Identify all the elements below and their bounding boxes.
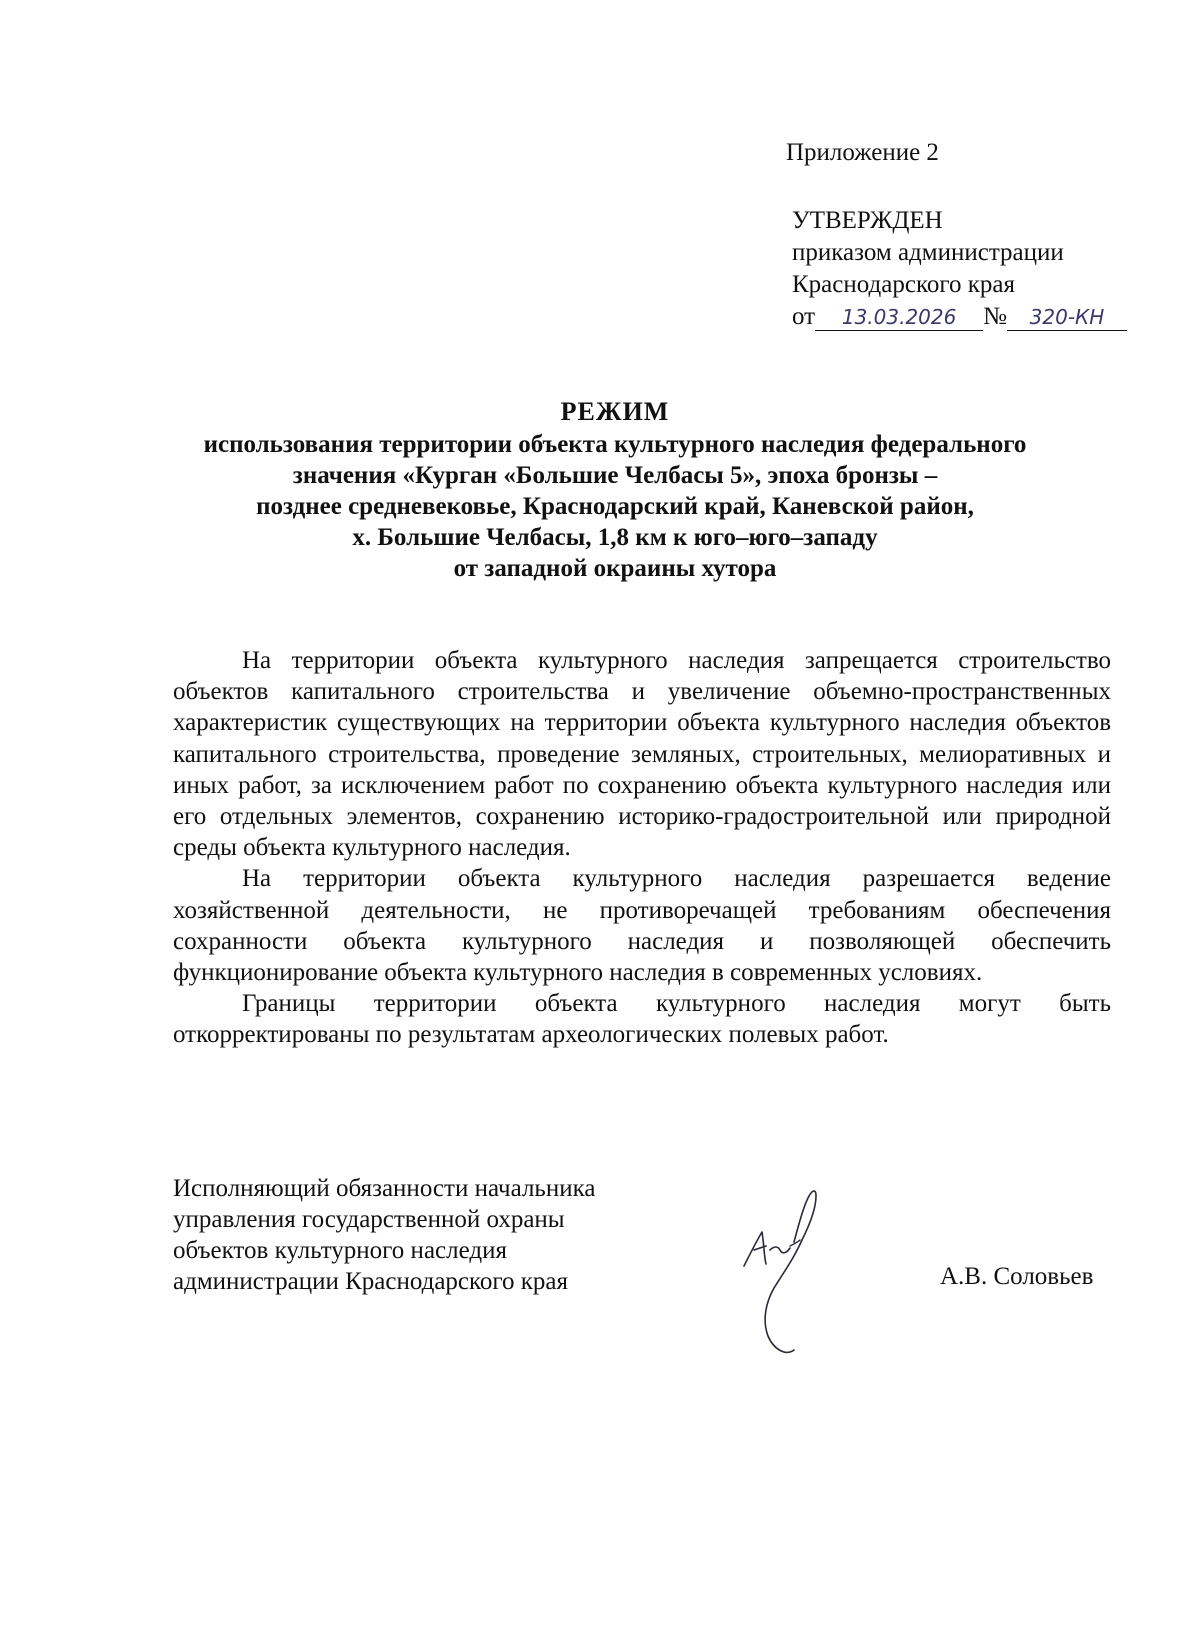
approval-authority: Краснодарского края bbox=[792, 271, 1015, 298]
paragraph-permission: На территории объекта культурного наследия разрешается ведение хозяйственной деятельности, не противоречащей требованиям обеспечения сохранности объекта культурного наследия и позволяющей обеспечить функционирование объекта культурного наследия в современных условиях. bbox=[173, 865, 1111, 987]
title-line-2: значения «Курган «Большие Челбасы 5», эпоха бронзы – bbox=[292, 462, 938, 489]
paragraph-boundaries: Границы территории объекта культурного наследия могут быть откорректированы по результатам археологических полевых работ. bbox=[173, 990, 1111, 1049]
approval-date-number bbox=[792, 301, 1127, 333]
number-prefix: № bbox=[983, 303, 1007, 330]
approval-stamp bbox=[792, 205, 1127, 333]
title-main: РЕЖИМ bbox=[560, 397, 670, 426]
date-prefix: от bbox=[792, 303, 816, 330]
title-line-4: х. Большие Челбасы, 1,8 км к юго–юго–западу bbox=[352, 524, 878, 551]
signatory-line-3: объектов культурного наследия bbox=[173, 1237, 507, 1264]
approval-title: УТВЕРЖДЕН bbox=[792, 207, 943, 234]
handwritten-number: 320-КН bbox=[1007, 304, 1127, 331]
document-body bbox=[173, 645, 1111, 1051]
handwritten-date: 13.03.2026 bbox=[815, 304, 983, 331]
appendix-label: Приложение 2 bbox=[786, 139, 939, 166]
approval-order: приказом администрации bbox=[792, 239, 1064, 266]
document-title bbox=[150, 396, 1080, 584]
signatory-line-4: администрации Краснодарского края bbox=[173, 1268, 569, 1295]
signatory-position bbox=[173, 1173, 595, 1297]
signatory-line-2: управления государственной охраны bbox=[173, 1206, 565, 1233]
signatory-name: А.В. Соловьев bbox=[940, 1263, 1094, 1290]
signatory-line-1: Исполняющий обязанности начальника bbox=[173, 1175, 596, 1202]
paragraph-prohibition: На территории объекта культурного наследия запрещается строительство объектов капитального строительства и увеличение объемно-пространственных характеристик существующих на территории объекта культурного наследия объектов капитального строительства, проведение земляных, строительных, мелиоративных и иных работ, за исключением работ по сохранению объекта культурного наследия или его отдельных элементов, сохранению историко-градостроительной или природной среды объекта культурного наследия. bbox=[173, 647, 1111, 862]
handwritten-signature bbox=[740, 1180, 860, 1365]
title-line-3: позднее средневековье, Краснодарский край, Каневской район, bbox=[256, 493, 974, 520]
title-line-1: использования территории объекта культурного наследия федерального bbox=[203, 431, 1027, 458]
title-line-5: от западной окраины хутора bbox=[453, 555, 777, 582]
